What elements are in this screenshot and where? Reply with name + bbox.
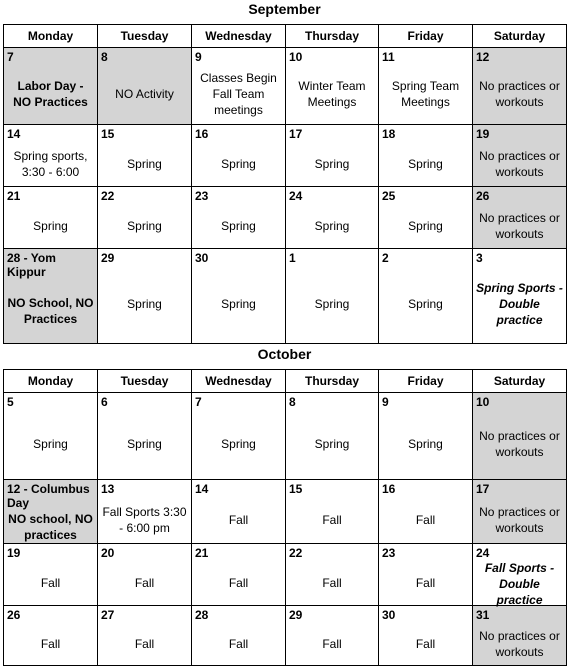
day-number: 8 bbox=[289, 395, 296, 409]
day-number: 10 bbox=[289, 50, 303, 64]
day-number: 20 bbox=[101, 546, 115, 560]
day-number: 19 bbox=[7, 546, 21, 560]
day-activity: No practices or workouts bbox=[479, 429, 560, 459]
day-cell bbox=[286, 125, 379, 187]
day-activity: Spring bbox=[221, 437, 256, 451]
day-cell bbox=[473, 480, 567, 544]
day-cell bbox=[4, 606, 98, 666]
day-number: 17 bbox=[289, 127, 303, 141]
day-number: 8 bbox=[101, 50, 108, 64]
day-number: 23 bbox=[195, 189, 209, 203]
day-cell bbox=[4, 480, 98, 544]
day-cell bbox=[98, 393, 192, 480]
day-activity: Fall bbox=[415, 575, 436, 590]
day-number: 16 bbox=[382, 482, 396, 496]
day-number: 24 bbox=[289, 189, 303, 203]
day-number: 14 bbox=[195, 482, 209, 496]
day-header-tuesday: Tuesday bbox=[98, 25, 192, 48]
day-activity: Fall bbox=[322, 512, 342, 527]
day-number: 15 bbox=[101, 127, 115, 141]
day-number: 29 bbox=[289, 608, 303, 622]
day-cell bbox=[379, 125, 473, 187]
day-activity: Spring bbox=[127, 156, 162, 171]
day-activity: Spring bbox=[408, 437, 443, 451]
day-number: 7 bbox=[195, 395, 202, 409]
day-number: 7 bbox=[7, 50, 14, 64]
day-cell bbox=[4, 249, 98, 344]
day-cell bbox=[192, 606, 286, 666]
day-number: 31 bbox=[476, 608, 490, 622]
day-header-saturday: Saturday bbox=[473, 25, 567, 48]
day-header-friday: Friday bbox=[379, 25, 473, 48]
day-activity: Fall bbox=[322, 575, 342, 590]
day-activity: Labor Day - NO Practices bbox=[13, 79, 88, 109]
day-number: 19 bbox=[476, 127, 490, 141]
day-activity: Fall Sports 3:30 - 6:00 pm bbox=[102, 504, 187, 535]
day-header-thursday: Thursday bbox=[286, 370, 379, 393]
day-cell bbox=[473, 393, 567, 480]
day-number: 30 bbox=[195, 251, 209, 265]
week-row bbox=[4, 249, 567, 344]
week-row bbox=[4, 125, 567, 187]
day-cell bbox=[98, 249, 192, 344]
day-cell bbox=[98, 48, 192, 125]
day-activity: Spring bbox=[127, 437, 162, 451]
day-cell bbox=[98, 480, 192, 544]
day-activity: Spring bbox=[33, 437, 68, 451]
day-activity: Classes Begin Fall Team meetings bbox=[200, 71, 277, 117]
day-cell bbox=[473, 48, 567, 125]
day-activity: Spring bbox=[314, 437, 350, 451]
day-activity: Fall bbox=[322, 636, 342, 651]
day-cell bbox=[192, 125, 286, 187]
day-activity: Fall bbox=[40, 575, 61, 590]
day-number: 30 bbox=[382, 608, 396, 622]
day-number: 10 bbox=[476, 395, 490, 409]
day-number: 17 bbox=[476, 482, 490, 496]
week-row bbox=[4, 544, 567, 606]
day-number: 1 bbox=[289, 251, 296, 265]
day-cell bbox=[379, 480, 473, 544]
day-cell bbox=[379, 249, 473, 344]
day-number: 16 bbox=[195, 127, 209, 141]
day-header-monday: Monday bbox=[4, 25, 98, 48]
day-activity: Spring bbox=[221, 297, 256, 311]
day-cell bbox=[192, 480, 286, 544]
day-activity: NO school, NO practices bbox=[8, 511, 93, 542]
day-cell bbox=[379, 48, 473, 125]
day-activity: Spring bbox=[127, 297, 162, 311]
day-activity: Spring bbox=[408, 297, 443, 311]
day-activity: NO Activity bbox=[115, 87, 174, 101]
day-activity: No practices or workouts bbox=[479, 628, 560, 659]
day-activity: Fall bbox=[415, 636, 436, 651]
day-cell bbox=[286, 544, 379, 606]
day-activity: Fall bbox=[228, 575, 249, 590]
day-number: 28 - Yom Kippur bbox=[7, 251, 56, 279]
day-number: 9 bbox=[382, 395, 389, 409]
day-cell bbox=[4, 544, 98, 606]
day-cell bbox=[473, 606, 567, 666]
day-activity: Spring bbox=[221, 156, 256, 171]
day-number: 5 bbox=[7, 395, 14, 409]
day-number: 29 bbox=[101, 251, 115, 265]
day-number: 14 bbox=[7, 127, 21, 141]
day-activity: Spring bbox=[408, 156, 443, 171]
day-number: 11 bbox=[382, 50, 395, 64]
day-header-wednesday: Wednesday bbox=[192, 25, 286, 48]
day-header-tuesday: Tuesday bbox=[98, 370, 192, 393]
day-cell bbox=[286, 48, 379, 125]
day-activity: Spring bbox=[314, 218, 350, 233]
day-activity: Spring Sports - Double practice bbox=[476, 281, 563, 327]
day-number: 12 bbox=[476, 50, 490, 64]
day-cell bbox=[379, 606, 473, 666]
day-cell bbox=[192, 187, 286, 249]
day-activity: Spring bbox=[127, 218, 162, 233]
day-cell bbox=[286, 187, 379, 249]
day-number: 21 bbox=[195, 546, 209, 560]
day-cell bbox=[286, 393, 379, 480]
day-cell bbox=[4, 187, 98, 249]
day-number: 18 bbox=[382, 127, 396, 141]
week-row bbox=[4, 606, 567, 666]
day-activity: Spring bbox=[221, 218, 256, 233]
day-cell bbox=[379, 544, 473, 606]
week-row bbox=[4, 48, 567, 125]
day-cell bbox=[286, 606, 379, 666]
day-number: 26 bbox=[7, 608, 21, 622]
day-header-wednesday: Wednesday bbox=[192, 370, 286, 393]
day-header-monday: Monday bbox=[4, 370, 98, 393]
day-number: 9 bbox=[195, 50, 202, 64]
day-number: 22 bbox=[289, 546, 303, 560]
day-activity: Fall bbox=[228, 512, 249, 527]
day-number: 28 bbox=[195, 608, 209, 622]
day-activity: Spring bbox=[408, 218, 443, 233]
day-cell bbox=[98, 544, 192, 606]
day-activity: Fall bbox=[415, 512, 436, 527]
day-number: 2 bbox=[382, 251, 389, 265]
day-activity: NO School, NO Practices bbox=[7, 296, 94, 326]
day-number: 12 - Columbus Day bbox=[7, 482, 90, 510]
day-number: 15 bbox=[289, 482, 303, 496]
september-calendar bbox=[3, 24, 567, 344]
day-cell bbox=[473, 544, 567, 606]
day-cell bbox=[4, 125, 98, 187]
october-title: October bbox=[257, 346, 312, 362]
day-cell bbox=[4, 393, 98, 480]
day-cell bbox=[192, 544, 286, 606]
day-header-friday: Friday bbox=[379, 370, 473, 393]
day-activity: Spring bbox=[33, 218, 68, 233]
day-number: 23 bbox=[382, 546, 396, 560]
day-cell bbox=[192, 249, 286, 344]
day-number: 22 bbox=[101, 189, 115, 203]
day-cell bbox=[192, 48, 286, 125]
day-number: 13 bbox=[101, 482, 115, 496]
day-cell bbox=[473, 125, 567, 187]
day-activity: Spring bbox=[314, 156, 350, 171]
day-cell bbox=[473, 249, 567, 344]
day-number: 27 bbox=[101, 608, 115, 622]
day-cell bbox=[98, 187, 192, 249]
day-activity: Fall bbox=[134, 636, 155, 651]
day-cell bbox=[379, 187, 473, 249]
day-cell bbox=[98, 606, 192, 666]
day-activity: Fall bbox=[228, 636, 249, 651]
day-activity: No practices or workouts bbox=[479, 210, 560, 241]
day-number: 25 bbox=[382, 189, 396, 203]
day-activity: Spring sports, 3:30 - 6:00 bbox=[13, 148, 88, 179]
day-cell bbox=[98, 125, 192, 187]
day-activity: Fall Sports - Double practice bbox=[484, 561, 555, 607]
october-calendar bbox=[3, 369, 567, 666]
day-cell bbox=[4, 48, 98, 125]
day-number: 3 bbox=[476, 251, 483, 265]
week-row bbox=[4, 480, 567, 544]
day-cell bbox=[192, 393, 286, 480]
day-number: 26 bbox=[476, 189, 490, 203]
day-header-saturday: Saturday bbox=[473, 370, 567, 393]
day-activity: No practices or workouts bbox=[479, 148, 560, 179]
day-activity: Fall bbox=[134, 575, 155, 590]
day-activity: Fall bbox=[40, 636, 61, 651]
day-cell bbox=[473, 187, 567, 249]
day-number: 24 bbox=[476, 546, 490, 560]
day-activity: Spring bbox=[314, 297, 350, 311]
october-header-row bbox=[4, 370, 567, 393]
day-number: 21 bbox=[7, 189, 21, 203]
day-activity: No practices or workouts bbox=[479, 504, 560, 535]
september-header-row bbox=[4, 25, 567, 48]
day-number: 6 bbox=[101, 395, 108, 409]
day-activity: No practices or workouts bbox=[479, 79, 560, 109]
september-title: September bbox=[248, 1, 321, 17]
day-activity: Winter Team Meetings bbox=[298, 79, 366, 109]
day-cell bbox=[286, 480, 379, 544]
day-activity: Spring Team Meetings bbox=[391, 79, 460, 109]
day-cell bbox=[379, 393, 473, 480]
day-cell bbox=[286, 249, 379, 344]
week-row bbox=[4, 393, 567, 480]
day-header-thursday: Thursday bbox=[286, 25, 379, 48]
week-row bbox=[4, 187, 567, 249]
